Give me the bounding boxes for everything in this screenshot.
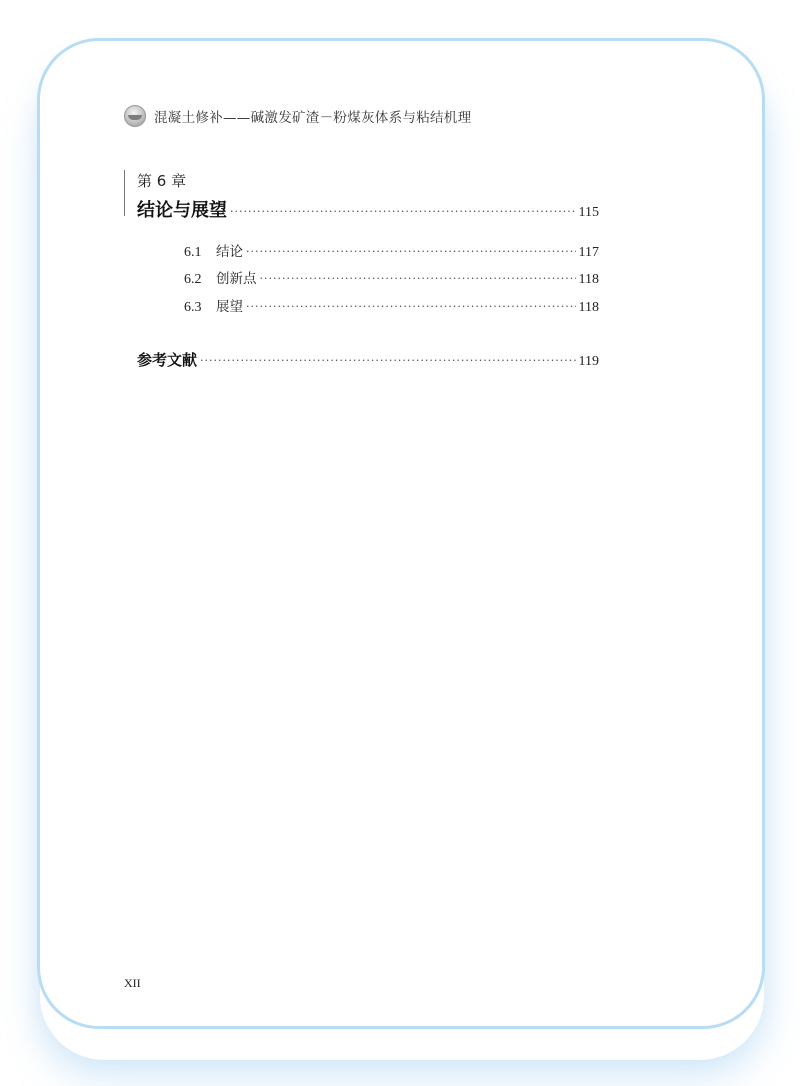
section-page-number: 118 <box>578 272 599 287</box>
book-title: 混凝土修补——碱激发矿渣－粉煤灰体系与粘结机理 <box>154 110 472 126</box>
references-title: 参考文献 <box>137 351 198 369</box>
section-page-number: 117 <box>578 245 599 260</box>
toc-entry-section[interactable] <box>184 240 599 261</box>
toc-entry-chapter[interactable] <box>137 196 599 222</box>
section-number: 6.3 <box>184 300 202 315</box>
toc-entry-section[interactable] <box>184 295 599 316</box>
leader-dots <box>200 354 576 365</box>
references-page-number: 119 <box>578 354 599 369</box>
leader-dots <box>246 300 576 311</box>
running-header <box>124 104 471 128</box>
leader-dots <box>260 272 576 283</box>
book-logo-icon <box>124 105 146 127</box>
toc-entry-references[interactable] <box>137 349 599 370</box>
section-title: 展望 <box>216 299 243 315</box>
chapter-title: 结论与展望 <box>137 200 227 221</box>
section-page-number: 118 <box>578 300 599 315</box>
chapter-divider <box>124 170 125 216</box>
chapter-label: 第 6 章 <box>137 172 187 190</box>
leader-dots <box>230 205 576 216</box>
toc-entry-section[interactable] <box>184 267 599 288</box>
section-number: 6.1 <box>184 245 202 260</box>
section-title: 结论 <box>216 244 243 260</box>
section-title: 创新点 <box>216 271 257 287</box>
leader-dots <box>246 245 576 256</box>
section-number: 6.2 <box>184 272 202 287</box>
footer-page-number: XII <box>124 976 141 990</box>
chapter-page-number: 115 <box>578 205 599 220</box>
